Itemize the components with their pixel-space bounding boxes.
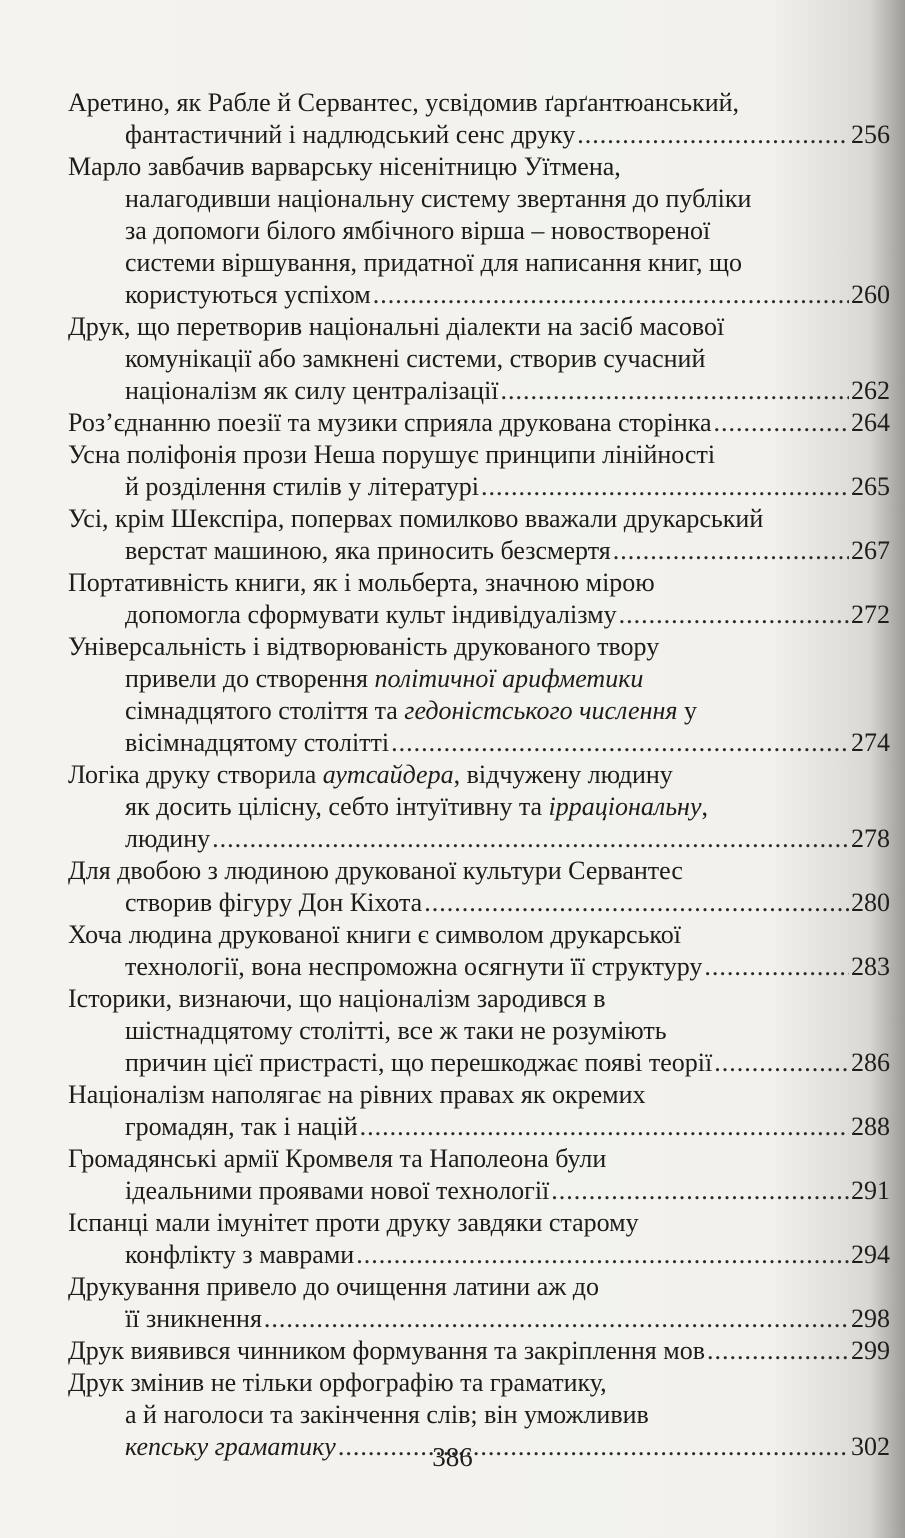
toc-entry xyxy=(68,151,890,311)
entry-page-number: 283 xyxy=(851,952,890,981)
entry-first-line: Громадянські армії Кромвеля та Наполеона були xyxy=(68,1144,607,1173)
entry-text: створив фігуру Дон Кіхота xyxy=(125,888,423,917)
dot-leader xyxy=(424,887,849,919)
entry-continuation-line: шістнадцятому столітті, все ж таки не розуміють xyxy=(125,1016,667,1045)
toc-entry xyxy=(68,1079,890,1143)
entry-last-line xyxy=(68,1239,890,1271)
dot-leader xyxy=(373,279,849,311)
entry-text: й розділення стилів у літературі xyxy=(125,472,479,501)
entry-first-line: Друк, що перетворив національні діалекти на засіб масової xyxy=(68,312,725,341)
table-of-contents xyxy=(68,87,890,1463)
entry-page-number: 274 xyxy=(851,728,890,757)
dot-leader xyxy=(391,727,849,759)
entry-page-number: 302 xyxy=(851,1432,890,1461)
entry-last-line xyxy=(68,823,890,855)
toc-entry xyxy=(68,1271,890,1335)
dot-leader xyxy=(613,535,849,567)
entry-first-line: Портативність книги, як і мольберта, значною мірою xyxy=(68,568,655,597)
entry-page-number: 288 xyxy=(851,1112,890,1141)
entry-page-number: 265 xyxy=(851,472,890,501)
toc-entry xyxy=(68,87,890,151)
entry-text: вісімнадцятому столітті xyxy=(125,728,390,757)
entry-page-number: 264 xyxy=(851,408,890,437)
dot-leader xyxy=(577,119,849,151)
dot-leader xyxy=(707,1335,849,1367)
dot-leader xyxy=(714,407,850,439)
entry-first-line: Усі, крім Шекспіра, попервах помилково вважали друкарський xyxy=(68,504,764,533)
entry-text: допомогла сформувати культ індивідуалізму xyxy=(125,600,617,629)
entry-last-line xyxy=(68,727,890,759)
entry-last-line xyxy=(68,1047,890,1079)
dot-leader xyxy=(714,1047,849,1079)
entry-first-line: Марло завбачив варварську нісенітницю Уїтмена, xyxy=(68,152,621,181)
entry-continuation-line xyxy=(68,663,890,695)
entry-continuation-line: за допомоги білого ямбічного вірша – новоствореної xyxy=(125,216,711,245)
entry-page-number: 262 xyxy=(851,376,890,405)
entry-continuation-line: налагодивши національну систему звертання до публіки xyxy=(125,184,752,213)
entry-last-line xyxy=(68,279,890,311)
entry-text: користуються успіхом xyxy=(125,280,371,309)
toc-entry xyxy=(68,855,890,919)
entry-italic-text: політичної арифметики xyxy=(374,664,644,693)
entry-first-line: Для двобою з людиною друкованої культури Сервантес xyxy=(68,856,683,885)
entry-page-number: 298 xyxy=(851,1304,890,1333)
dot-leader xyxy=(501,375,849,407)
entry-text: Логіка друку створила xyxy=(68,760,323,789)
entry-first-line: Друк змінив не тільки орфографію та граматику, xyxy=(68,1368,607,1397)
entry-page-number: 286 xyxy=(851,1048,890,1077)
entry-last-line xyxy=(68,599,890,631)
entry-text: у xyxy=(677,696,697,725)
entry-last-line xyxy=(68,887,890,919)
dot-leader xyxy=(481,471,849,503)
entry-text: привели до створення xyxy=(125,664,375,693)
entry-page-number: 272 xyxy=(851,600,890,629)
entry-italic-text: аутсайдера xyxy=(322,760,454,789)
entry-text: націоналізм як силу централізації xyxy=(125,376,499,405)
entry-first-line: Іспанці мали імунітет проти друку завдяки старому xyxy=(68,1208,639,1237)
entry-text: її зникнення xyxy=(125,1304,262,1333)
toc-entry xyxy=(68,919,890,983)
entry-last-line xyxy=(68,535,890,567)
entry-text: , xyxy=(701,792,708,821)
entry-italic-text: ірраціональну xyxy=(548,792,702,821)
dot-leader xyxy=(360,1111,849,1143)
entry-continuation-line xyxy=(68,791,890,823)
entry-last-line xyxy=(68,375,890,407)
toc-entry xyxy=(68,311,890,407)
entry-page-number: 260 xyxy=(851,280,890,309)
entry-first-line: Усна поліфонія прози Неша порушує принципи лінійності xyxy=(68,440,716,469)
entry-last-line xyxy=(68,407,890,439)
entry-last-line xyxy=(68,1303,890,1335)
entry-continuation-line: комунікації або замкнені системи, створив сучасний xyxy=(125,344,706,373)
entry-continuation-line xyxy=(68,695,890,727)
entry-text: фантастичний і надлюдський сенс друку xyxy=(125,120,576,149)
dot-leader xyxy=(264,1303,849,1335)
entry-last-line xyxy=(68,119,890,151)
entry-first-line: Аретино, як Рабле й Сервантес, усвідомив ґарґантюанський, xyxy=(68,88,740,117)
dot-leader xyxy=(212,823,849,855)
entry-continuation-line: а й наголоси та закінчення слів; він уможливив xyxy=(125,1400,649,1429)
entry-text: верстат машиною, яка приносить безсмертя xyxy=(125,536,611,565)
entry-first-line: Друкування привело до очищення латини аж до xyxy=(68,1272,599,1301)
dot-leader xyxy=(619,599,849,631)
entry-page-number: 299 xyxy=(851,1336,890,1365)
entry-page-number: 267 xyxy=(851,536,890,565)
entry-text: людину xyxy=(125,824,211,853)
entry-page-number: 291 xyxy=(851,1176,890,1205)
entry-text: як досить цілісну, себто інтуїтивну та xyxy=(125,792,549,821)
entry-first-line: Націоналізм наполягає на рівних правах як окремих xyxy=(68,1080,646,1109)
toc-entry xyxy=(68,1335,890,1367)
entry-text: Друк виявився чинником формування та закріплення мов xyxy=(68,1336,705,1365)
entry-page-number: 278 xyxy=(851,824,890,853)
entry-text: причин цієї пристрасті, що перешкоджає появі теорії xyxy=(125,1048,713,1077)
toc-entry xyxy=(68,983,890,1079)
entry-last-line xyxy=(68,1175,890,1207)
entry-italic-text: кепську граматику xyxy=(125,1432,336,1461)
entry-last-line xyxy=(68,1335,890,1367)
entry-page-number: 256 xyxy=(851,120,890,149)
dot-leader xyxy=(704,951,849,983)
toc-entry xyxy=(68,567,890,631)
toc-entry xyxy=(68,1207,890,1271)
toc-entry xyxy=(68,439,890,503)
toc-entry xyxy=(68,503,890,567)
entry-text: конфлікту з маврами xyxy=(125,1240,355,1269)
entry-page-number: 280 xyxy=(851,888,890,917)
entry-page-number: 294 xyxy=(851,1240,890,1269)
page-number: 386 xyxy=(432,1442,473,1472)
entry-text: , відчужену людину xyxy=(453,760,673,789)
toc-entry xyxy=(68,1143,890,1207)
entry-continuation-line: системи віршування, придатної для написання книг, що xyxy=(125,248,742,277)
dot-leader xyxy=(551,1175,849,1207)
entry-text: Роз’єднанню поезії та музики сприяла друкована сторінка xyxy=(68,408,712,437)
entry-text: ідеальними проявами нової технології xyxy=(125,1176,550,1205)
entry-first-line: Історики, визнаючи, що націоналізм зародився в xyxy=(68,984,606,1013)
entry-italic-text: гедоністського числення xyxy=(404,696,678,725)
entry-text: громадян, так і націй xyxy=(125,1112,358,1141)
toc-entry xyxy=(68,407,890,439)
entry-first-line xyxy=(68,759,890,791)
entry-last-line xyxy=(68,471,890,503)
toc-entry xyxy=(68,759,890,855)
entry-first-line: Універсальність і відтворюваність друкованого твору xyxy=(68,632,660,661)
dot-leader xyxy=(356,1239,849,1271)
entry-last-line xyxy=(68,951,890,983)
entry-text: технології, вона неспроможна осягнути її структуру xyxy=(125,952,703,981)
toc-entry xyxy=(68,631,890,759)
entry-text: сімнадцятого століття та xyxy=(125,696,405,725)
entry-last-line xyxy=(68,1111,890,1143)
entry-first-line: Хоча людина друкованої книги є символом друкарської xyxy=(68,920,681,949)
